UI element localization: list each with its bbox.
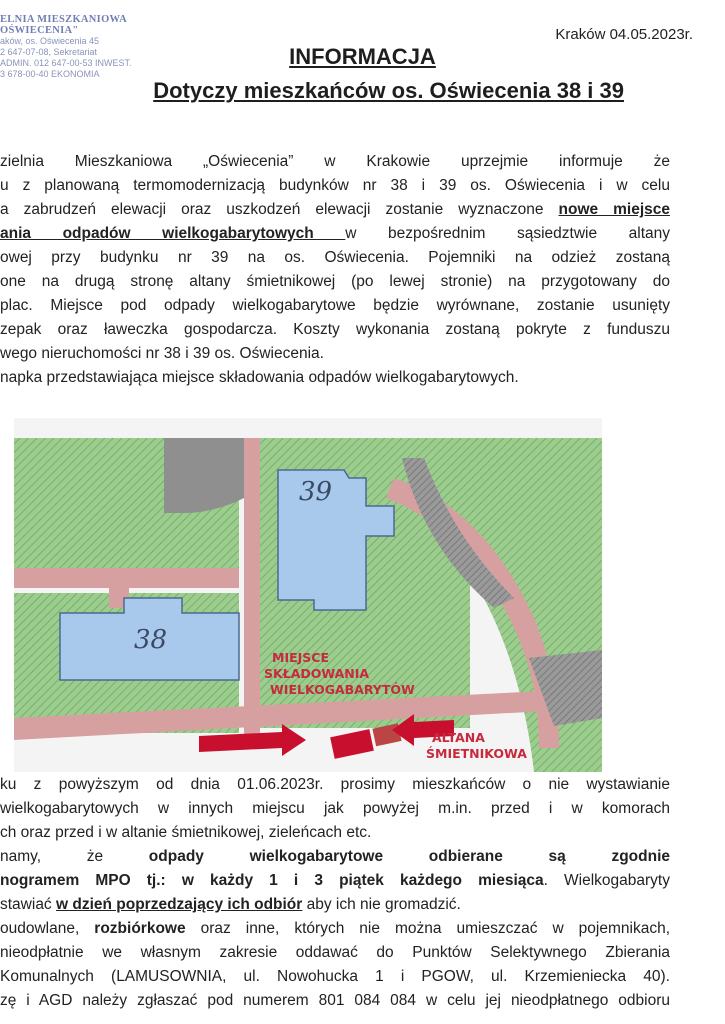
- text-line: [0, 869, 670, 893]
- text-line: u z planowaną termomodernizacją budynków nr 38 i 39 os. Oświecenia i w celu: [0, 177, 670, 194]
- text-segment: oraz inne, których nie można umieszczać w pojemnikach,: [185, 920, 670, 937]
- building-38-label: 38: [134, 625, 168, 655]
- text-segment: a zabrudzeń elewacji oraz uszkodzeń elewacji zostanie wyznaczone: [0, 201, 559, 218]
- highlighted-text: ania odpadów wielkogabarytowych: [0, 225, 346, 242]
- text-line: plac. Miejsce pod odpady wielkogabarytowe będzie wyrównane, zostanie usunięty: [0, 297, 670, 314]
- highlighted-text: nowe miejsce: [558, 201, 670, 218]
- stamp-line: ELNIA MIESZKANIOWA: [0, 14, 128, 25]
- text-line: Komunalnych (LAMUSOWNIA, ul. Nowohucka 1 i PGOW, ul. Krzemieniecka 40).: [0, 968, 670, 985]
- text-line: one na drugą stronę altany śmietnikowej (po lewej stronie) na przygotowany do: [0, 273, 670, 290]
- text-line: zepak oraz ławeczka gospodarcza. Koszty wykonania zostaną pokryte z funduszu: [0, 321, 670, 338]
- text-line: napka przedstawiająca miejsce składowania odpadów wielkogabarytowych.: [0, 369, 519, 386]
- notice-paragraph: [0, 773, 670, 1013]
- text-line: [0, 845, 670, 869]
- text-line: wego nieruchomości nr 38 i 39 os. Oświecenia.: [0, 345, 324, 362]
- stamp-line: OŚWIECENIA": [0, 25, 79, 36]
- site-map: [14, 418, 602, 772]
- intro-paragraph: [0, 150, 670, 390]
- text-segment: aby ich nie gromadzić.: [302, 896, 461, 913]
- text-line: wielkogabarytowych w innych miejscu jak powyżej m.in. przed i w komorach: [0, 800, 670, 817]
- text-segment: w bezpośrednim sąsiedztwie altany: [345, 225, 670, 242]
- text-line: nieodpłatnie we własnym zakresie oddawać do Punktów Selektywnego Zbierania: [0, 944, 670, 961]
- shelter-label-line: ALTANA: [432, 730, 485, 745]
- site-label-line: SKŁADOWANIA: [264, 666, 370, 681]
- document-title: INFORMACJA: [289, 44, 436, 69]
- text-line: owej przy budynku nr 39 na os. Oświecenia. Pojemniki na odzież zostaną: [0, 249, 670, 266]
- text-line: [0, 893, 670, 917]
- stamp-line: 3 678-00-40 EKONOMIA: [0, 69, 100, 79]
- site-label-line: MIEJSCE: [272, 650, 329, 665]
- document-subtitle: Dotyczy mieszkańców os. Oświecenia 38 i 39: [153, 78, 624, 103]
- text-line: ch oraz przed i w altanie śmietnikowej, zieleńcach etc.: [0, 824, 372, 841]
- text-line: [0, 917, 670, 941]
- road: [164, 438, 244, 513]
- highlighted-text: odpady wielkogabarytowe odbierane są zgodnie: [148, 848, 670, 865]
- building-39-label: 39: [299, 477, 333, 507]
- highlighted-text: nogramem MPO tj.: w każdy 1 i 3 piątek każdego miesiąca: [0, 872, 544, 889]
- text-segment: oudowlane,: [0, 920, 95, 937]
- text-segment: namy, że: [0, 848, 149, 865]
- text-line: ku z powyższym od dnia 01.06.2023r. prosimy mieszkańców o nie wystawianie: [0, 776, 670, 793]
- text-line: zielnia Mieszkaniowa „Oświecenia” w Krakowie uprzejmie informuje że: [0, 153, 670, 170]
- stamp-line: aków, os. Oświecenia 45: [0, 36, 100, 46]
- highlighted-text: w dzień poprzedzający ich odbiór: [56, 896, 303, 913]
- stamp-line: 2 647-07-08, Sekretariat: [0, 47, 98, 57]
- text-segment: . Wielkogabaryty: [543, 872, 670, 889]
- text-line: zę i AGD należy zgłaszać pod numerem 801 084 084 w celu jej nieodpłatnego odbioru: [0, 992, 670, 1009]
- text-line: [0, 198, 670, 222]
- highlighted-text: rozbiórkowe: [94, 920, 186, 937]
- footpath: [244, 438, 260, 738]
- shelter-label-line: ŚMIETNIKOWA: [426, 746, 527, 761]
- text-line: [0, 222, 670, 246]
- document-date: Kraków 04.05.2023r.: [555, 26, 693, 43]
- site-label-line: WIELKOGABARYTÓW: [270, 682, 415, 697]
- text-segment: stawiać: [0, 896, 56, 913]
- stamp-line: ADMIN. 012 647-00-53 INWEST.: [0, 58, 132, 68]
